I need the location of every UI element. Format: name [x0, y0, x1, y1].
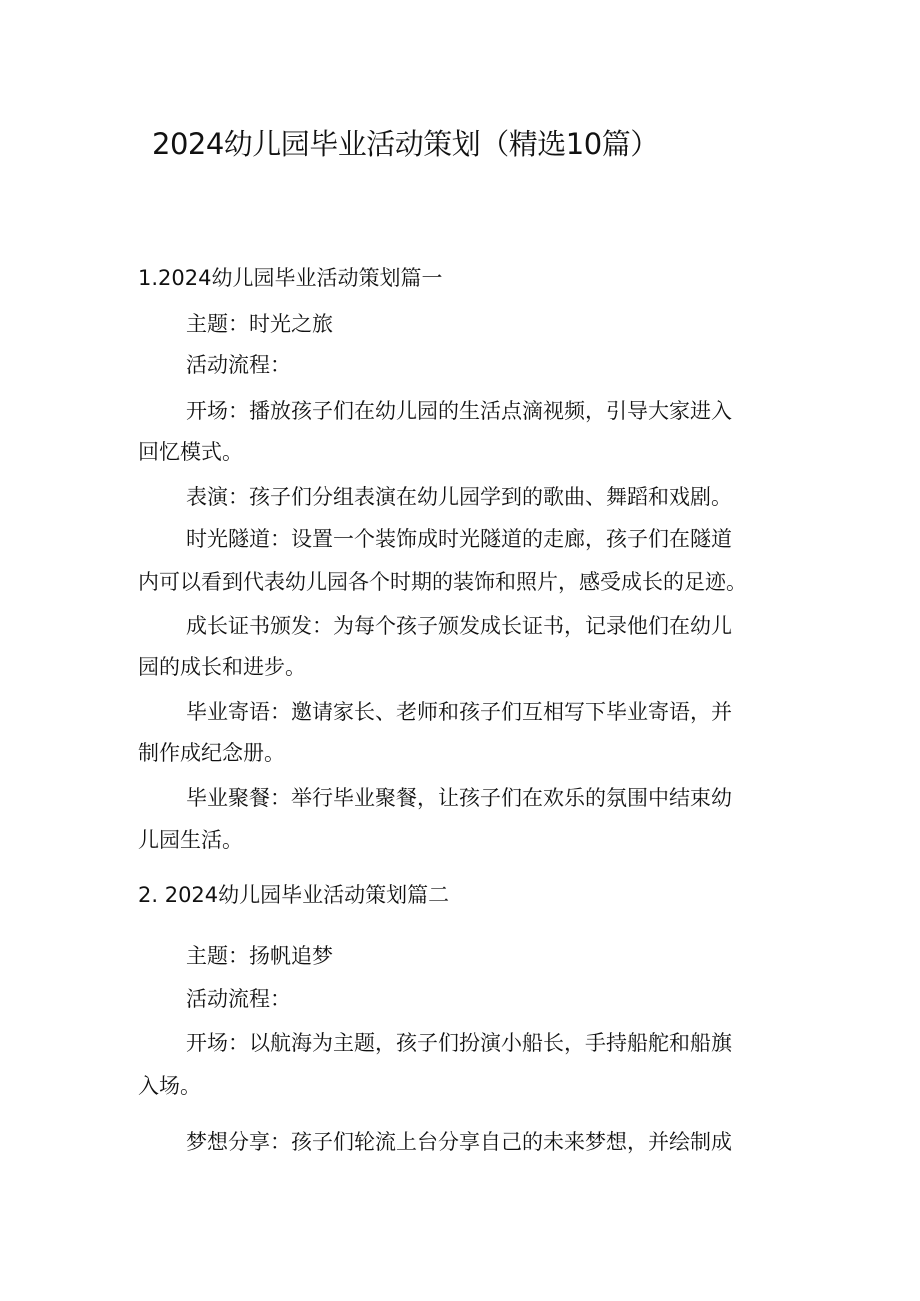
section-2-dream-line-1: 梦想分享：孩子们轮流上台分享自己的未来梦想，并绘制成: [186, 1130, 732, 1154]
section-1-dinner-line-1: 毕业聚餐：举行毕业聚餐，让孩子们在欢乐的氛围中结束幼: [186, 786, 732, 810]
section-2-heading: 2. 2024幼儿园毕业活动策划篇二: [138, 883, 450, 907]
section-1-opening-line-2: 回忆模式。: [138, 440, 243, 464]
section-1-theme: 主题：时光之旅: [186, 312, 333, 336]
section-1-heading: 1.2024幼儿园毕业活动策划篇一: [138, 266, 443, 290]
section-2-theme: 主题：扬帆追梦: [186, 944, 333, 968]
section-1-process-label: 活动流程：: [186, 353, 291, 377]
document-title: 2024幼儿园毕业活动策划（精选10篇）: [152, 127, 659, 161]
section-2-opening-line-1: 开场：以航海为主题，孩子们扮演小船长，手持船舵和船旗: [186, 1031, 732, 1055]
section-1-message-line-1: 毕业寄语：邀请家长、老师和孩子们互相写下毕业寄语，并: [186, 700, 732, 724]
section-1-certificate-line-1: 成长证书颁发：为每个孩子颁发成长证书，记录他们在幼儿: [186, 614, 732, 638]
section-1-opening-line-1: 开场：播放孩子们在幼儿园的生活点滴视频，引导大家进入: [186, 399, 732, 423]
section-1-message-line-2: 制作成纪念册。: [138, 741, 285, 765]
section-1-dinner-line-2: 儿园生活。: [138, 828, 243, 852]
section-2-process-label: 活动流程：: [186, 987, 291, 1011]
section-1-performance: 表演：孩子们分组表演在幼儿园学到的歌曲、舞蹈和戏剧。: [186, 485, 732, 509]
section-2-opening-line-2: 入场。: [138, 1074, 201, 1098]
section-1-tunnel-line-2: 内可以看到代表幼儿园各个时期的装饰和照片，感受成长的足迹。: [138, 570, 747, 594]
section-1-tunnel-line-1: 时光隧道：设置一个装饰成时光隧道的走廊，孩子们在隧道: [186, 527, 732, 551]
section-1-certificate-line-2: 园的成长和进步。: [138, 655, 306, 679]
